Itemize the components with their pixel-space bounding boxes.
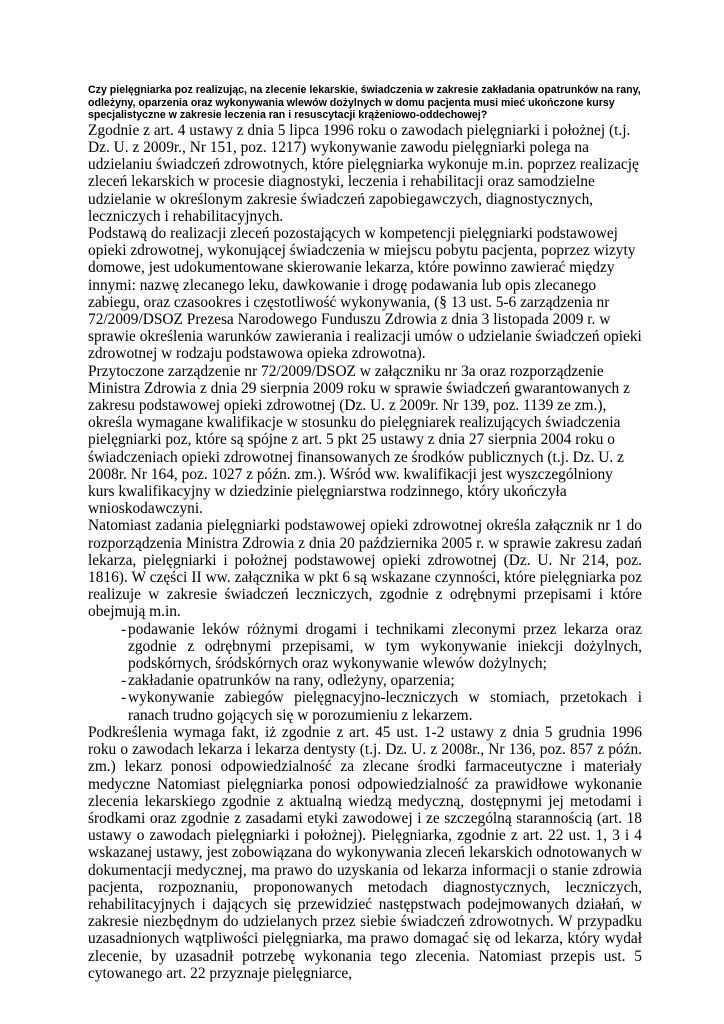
closing-paragraph: Podkreślenia wymaga fakt, iż zgodnie z art. 45 ust. 1-2 ustawy z dnia 5 grudnia 1996 roku o zawodach lekarza i lekarza dentysty (t.j. Dz. U. z 2008r., Nr 136, poz. 857 z późn. zm.) lekarz ponosi odpowiedzialność za zlecane środki farmaceutyczne i materiały medyczne Natomiast pielęgniarka ponosi odpowiedzialność za prawidłowe wykonanie zlecenia lekarskiego zgodnie z aktualną wiedzą medyczną, dostępnymi jej metodami i środkami oraz zgodnie z zasadami etyki zawodowej i ze szczególną starannością (art. 18 ustawy o zawodach pielęgniarki i położnej). Pielęgniarka, zgodnie z art. 22 ust. 1, 3 i 4 wskazanej ustawy, jest zobowiązana do wykonywania zleceń lekarskich odnotowanych w dokumentacji medycznej, ma prawo do uzyskania od lekarza informacji o stanie zdrowia pacjenta, rozpoznaniu, proponowanych metodach diagnostycznych, leczniczych, rehabilitacyjnych i dających się przewidzieć następstwach podejmowanych działań, w zakresie niezbędnym do udzielanych przez siebie świadczeń zdrowotnych. W przypadku uzasadnionych wątpliwości pielęgniarka, ma prawo domagać się od lekarza, który wydał zlecenie, by uzasadnił potrzebę wykonania tego zlecenia. Natomiast przepis ust. 5 cytowanego art. 22 przyznaje pielęgniarce, [88, 723, 642, 982]
paragraph-4: Natomiast zadania pielęgniarki podstawowej opieki zdrowotnej określa załącznik nr 1 do rozporządzenia Ministra Zdrowia z dnia 20 października 2005 r. w sprawie zakresu zadań lekarza, pielęgniarki i położnej podstawowej opieki zdrowotnej (Dz. U. Nr 214, poz. 1816). W części II ww. załącznika w pkt 6 są wskazane czynności, które pielęgniarka poz realizuje w zakresie świadczeń leczniczych, zgodnie z odrębnymi przepisami i które obejmują m.in. [88, 517, 642, 621]
list-item-text: wykonywanie zabiegów pielęgnacyjno-leczniczych w stomiach, przetokach i ranach trudno gojących się w porozumieniu z lekarzem. [128, 689, 642, 724]
paragraph-3: Przytoczone zarządzenie nr 72/2009/DSOZ w załączniku nr 3a oraz rozporządzenie Ministra Zdrowia z dnia 29 sierpnia 2009 roku w sprawie świadczeń gwarantowanych z zakresu podstawowej opieki zdrowotnej (Dz. U. z 2009r. Nr 139, poz. 1139 ze zm.), określa wymagane kwalifikacje w stosunku do pielęgniarek realizujących świadczenia pielęgniarki poz, które są spójne z art. 5 pkt 25 ustawy z dnia 27 sierpnia 2004 roku o świadczeniach opieki zdrowotnej finansowanych ze środków publicznych (t.j. Dz. U. z 2008r. Nr 164, poz. 1027 z późn. zm.). Wśród ww. kwalifikacji jest wyszczególniony kurs kwalifikacyjny w dziedzinie pielęgniarstwa rodzinnego, który ukończyła wnioskodawczyni. [88, 362, 630, 518]
list-dash: - [121, 689, 127, 707]
tasks-list [88, 621, 642, 724]
document-page [88, 84, 642, 982]
list-item-text: podawanie leków różnymi drogami i technikami zleconymi przez lekarza oraz zgodnie z odrębnymi przepisami, w tym wykonywanie iniekcji dożylnych, podskórnych, śródskórnych oraz wykonywanie wlewów dożylnych; [128, 620, 642, 673]
paragraph-1: Zgodnie z art. 4 ustawy z dnia 5 lipca 1996 roku o zawodach pielęgniarki i położnej (t.j. Dz. U. z 2009r., Nr 151, poz. 1217) wykonywanie zawodu pielęgniarki polega na udzielaniu świadczeń zdrowotnych, które pielęgniarka wykonuje m.in. poprzez realizację zleceń lekarskich w procesie diagnostyki, leczenia i rehabilitacji oraz samodzielne udzielanie w określonym zakresie świadczeń zapobiegawczych, diagnostycznych, leczniczych i rehabilitacyjnych. [88, 121, 639, 225]
list-item [88, 672, 642, 689]
question-heading: Czy pielęgniarka poz realizując, na zlecenie lekarskie, świadczenia w zakresie zakładania opatrunków na rany, odleżyny, oparzenia oraz wykonywania wlewów dożylnych w domu pacjenta musi mieć ukończone kursy specjalistyczne w zakresie leczenia ran i resuscytacji krążeniowo-oddechowej? [88, 84, 641, 122]
list-dash: - [121, 672, 127, 690]
list-item-text: zakładanie opatrunków na rany, odleżyny, oparzenia; [128, 672, 455, 690]
document-body [88, 122, 642, 982]
list-dash: - [121, 620, 127, 638]
list-item [88, 689, 642, 723]
paragraph-2: Podstawą do realizacji zleceń pozostających w kompetencji pielęgniarki podstawowej opieki zdrowotnej, wykonującej świadczenia w miejscu pobytu pacjenta, poprzez wizyty domowe, jest udokumentowane skierowanie lekarza, które powinno zawierać między innymi: nazwę zlecanego leku, dawkowanie i drogę podawania lub opis zlecanego zabiegu, oraz czasookres i częstotliwość wykonywania, (§ 13 ust. 5-6 zarządzenia nr 72/2009/DSOZ Prezesa Narodowego Funduszu Zdrowia z dnia 3 listopada 2009 r. w sprawie określenia warunków zawierania i realizacji umów o udzielanie świadczeń opieki zdrowotnej w rodzaju podstawowa opieka zdrowotna). [88, 225, 642, 363]
list-item [88, 621, 642, 673]
